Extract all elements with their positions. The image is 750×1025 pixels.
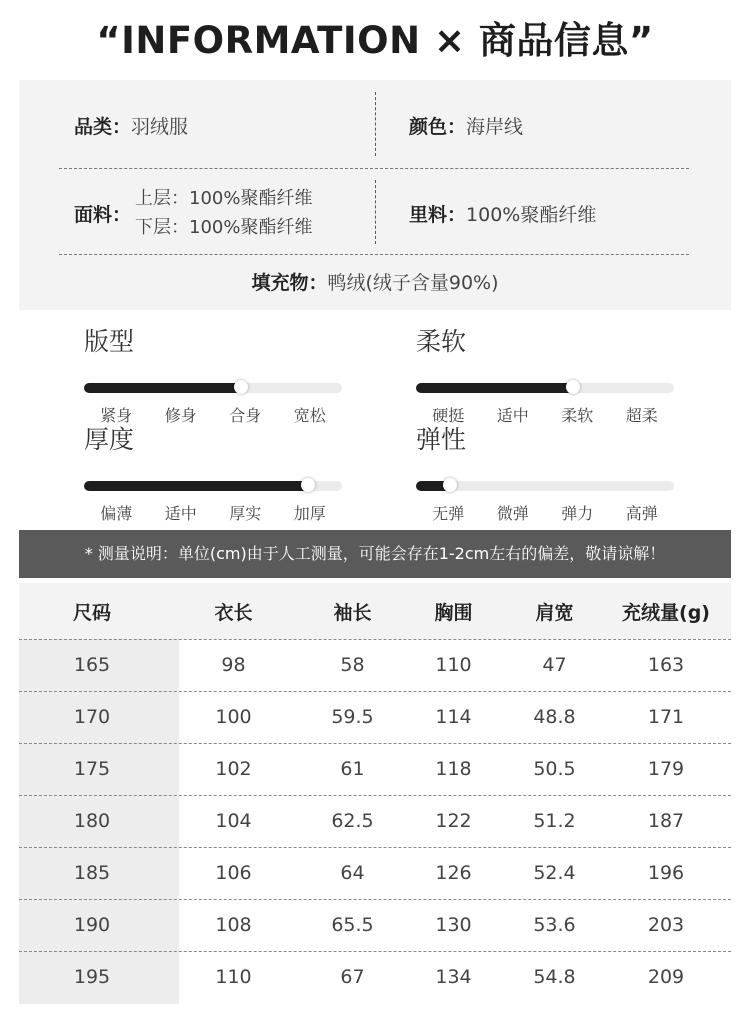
table-row bbox=[19, 691, 731, 743]
slider-knob bbox=[443, 478, 457, 492]
slider-knob bbox=[566, 380, 580, 394]
divider-vertical bbox=[375, 92, 376, 156]
table-cell: 64 bbox=[340, 862, 365, 884]
table-header-row bbox=[19, 583, 731, 639]
table-row bbox=[19, 899, 731, 951]
table-cell: 126 bbox=[435, 862, 472, 884]
measurement-note: * 测量说明：单位(cm)由于人工测量，可能会存在1-2cm左右的偏差，敬请谅解！ bbox=[19, 530, 731, 578]
table-row bbox=[19, 951, 731, 1003]
table-cell: 110 bbox=[435, 654, 472, 676]
tick-label: 修身 bbox=[164, 406, 197, 425]
table-cell: 59.5 bbox=[331, 706, 374, 728]
slider-track bbox=[416, 481, 674, 491]
table-row bbox=[19, 743, 731, 795]
softness-slider bbox=[416, 327, 674, 425]
tick-label: 硬挺 bbox=[432, 406, 465, 425]
column-header: 袖长 bbox=[333, 601, 372, 624]
tick-label: 柔软 bbox=[561, 406, 594, 425]
slider-knob bbox=[234, 380, 248, 394]
table-cell: 100 bbox=[215, 706, 252, 728]
column-header: 衣长 bbox=[214, 601, 253, 624]
slider-ticks bbox=[84, 501, 342, 523]
filling-field bbox=[19, 268, 731, 295]
table-cell: 175 bbox=[73, 758, 111, 780]
tick-label: 高弹 bbox=[625, 504, 658, 523]
table-cell: 67 bbox=[340, 966, 365, 988]
fabric-label: 面料： bbox=[74, 204, 132, 226]
table-cell: 110 bbox=[215, 966, 252, 988]
table-cell: 203 bbox=[647, 914, 685, 936]
table-cell: 98 bbox=[221, 654, 246, 676]
lining-field bbox=[409, 200, 596, 227]
table-cell: 108 bbox=[215, 914, 252, 936]
table-cell: 196 bbox=[647, 862, 685, 884]
divider-horizontal bbox=[59, 254, 689, 255]
slider-title: 弹性 bbox=[416, 425, 467, 454]
column-header: 充绒量(g) bbox=[622, 601, 710, 624]
table-cell: 51.2 bbox=[533, 810, 576, 832]
column-header: 肩宽 bbox=[535, 601, 574, 624]
table-cell: 54.8 bbox=[533, 966, 576, 988]
thickness-slider bbox=[84, 425, 342, 523]
table-cell: 65.5 bbox=[331, 914, 374, 936]
slider-ticks bbox=[416, 501, 674, 523]
attribute-sliders bbox=[0, 315, 750, 525]
fabric-upper: 上层：100%聚酯纤维 bbox=[135, 188, 313, 209]
slider-track bbox=[84, 481, 342, 491]
column-header: 胸围 bbox=[434, 601, 473, 624]
divider-vertical bbox=[375, 180, 376, 244]
table-row bbox=[19, 795, 731, 847]
slider-track bbox=[416, 383, 674, 393]
tick-label: 微弹 bbox=[496, 504, 529, 523]
tick-label: 适中 bbox=[164, 504, 197, 523]
table-cell: 61 bbox=[340, 758, 365, 780]
table-cell: 47 bbox=[542, 654, 567, 676]
table-cell: 52.4 bbox=[533, 862, 576, 884]
filling-label: 填充物： bbox=[251, 272, 328, 294]
table-cell: 58 bbox=[340, 654, 365, 676]
page-title: “INFORMATION × 商品信息” bbox=[96, 19, 654, 62]
tick-label: 合身 bbox=[229, 406, 262, 425]
table-cell: 179 bbox=[647, 758, 685, 780]
fabric-lower: 下层：100%聚酯纤维 bbox=[135, 217, 313, 238]
table-cell: 163 bbox=[647, 654, 685, 676]
tick-label: 偏薄 bbox=[100, 504, 133, 523]
slider-ticks bbox=[416, 403, 674, 425]
slider-fill bbox=[416, 383, 573, 393]
table-row bbox=[19, 847, 731, 899]
table-cell: 114 bbox=[435, 706, 472, 728]
table-cell: 187 bbox=[647, 810, 685, 832]
category-field bbox=[74, 112, 188, 139]
slider-fill bbox=[84, 383, 241, 393]
color-field bbox=[409, 112, 523, 139]
slider-title: 柔软 bbox=[416, 327, 467, 356]
filling-value: 鸭绒(绒子含量90%) bbox=[327, 272, 499, 294]
table-cell: 171 bbox=[647, 706, 685, 728]
tick-label: 宽松 bbox=[293, 406, 326, 425]
table-cell: 130 bbox=[435, 914, 472, 936]
slider-fill bbox=[84, 481, 308, 491]
lining-value: 100%聚酯纤维 bbox=[466, 204, 597, 226]
slider-title: 版型 bbox=[84, 327, 135, 356]
table-cell: 195 bbox=[73, 966, 111, 988]
slider-ticks bbox=[84, 403, 342, 425]
table-cell: 165 bbox=[73, 654, 111, 676]
tick-label: 厚实 bbox=[229, 504, 262, 523]
table-cell: 62.5 bbox=[331, 810, 374, 832]
slider-knob bbox=[301, 478, 315, 492]
table-cell: 170 bbox=[73, 706, 111, 728]
elasticity-slider bbox=[416, 425, 674, 523]
tick-label: 适中 bbox=[496, 406, 529, 425]
table-cell: 190 bbox=[73, 914, 111, 936]
category-value: 羽绒服 bbox=[131, 116, 189, 138]
table-cell: 122 bbox=[435, 810, 472, 832]
tick-label: 弹力 bbox=[561, 504, 594, 523]
slider-title: 厚度 bbox=[84, 425, 135, 454]
divider-horizontal bbox=[59, 168, 689, 169]
tick-label: 加厚 bbox=[293, 504, 326, 523]
column-header: 尺码 bbox=[72, 601, 111, 624]
table-cell: 185 bbox=[73, 862, 111, 884]
tick-label: 紧身 bbox=[100, 406, 133, 425]
table-cell: 50.5 bbox=[533, 758, 576, 780]
table-cell: 209 bbox=[647, 966, 685, 988]
table-cell: 118 bbox=[435, 758, 472, 780]
table-cell: 106 bbox=[215, 862, 252, 884]
table-cell: 102 bbox=[215, 758, 252, 780]
table-cell: 48.8 bbox=[533, 706, 576, 728]
color-value: 海岸线 bbox=[466, 116, 524, 138]
tick-label: 超柔 bbox=[625, 406, 658, 425]
tick-label: 无弹 bbox=[432, 504, 465, 523]
table-cell: 104 bbox=[215, 810, 252, 832]
slider-track bbox=[84, 383, 342, 393]
table-cell: 134 bbox=[435, 966, 472, 988]
color-label: 颜色： bbox=[409, 116, 467, 138]
lining-label: 里料： bbox=[409, 204, 467, 226]
product-info-panel bbox=[19, 80, 731, 310]
table-cell: 53.6 bbox=[533, 914, 576, 936]
table-cell: 180 bbox=[73, 810, 111, 832]
fit-slider bbox=[84, 327, 342, 425]
table-row bbox=[19, 639, 731, 691]
category-label: 品类： bbox=[74, 116, 132, 138]
